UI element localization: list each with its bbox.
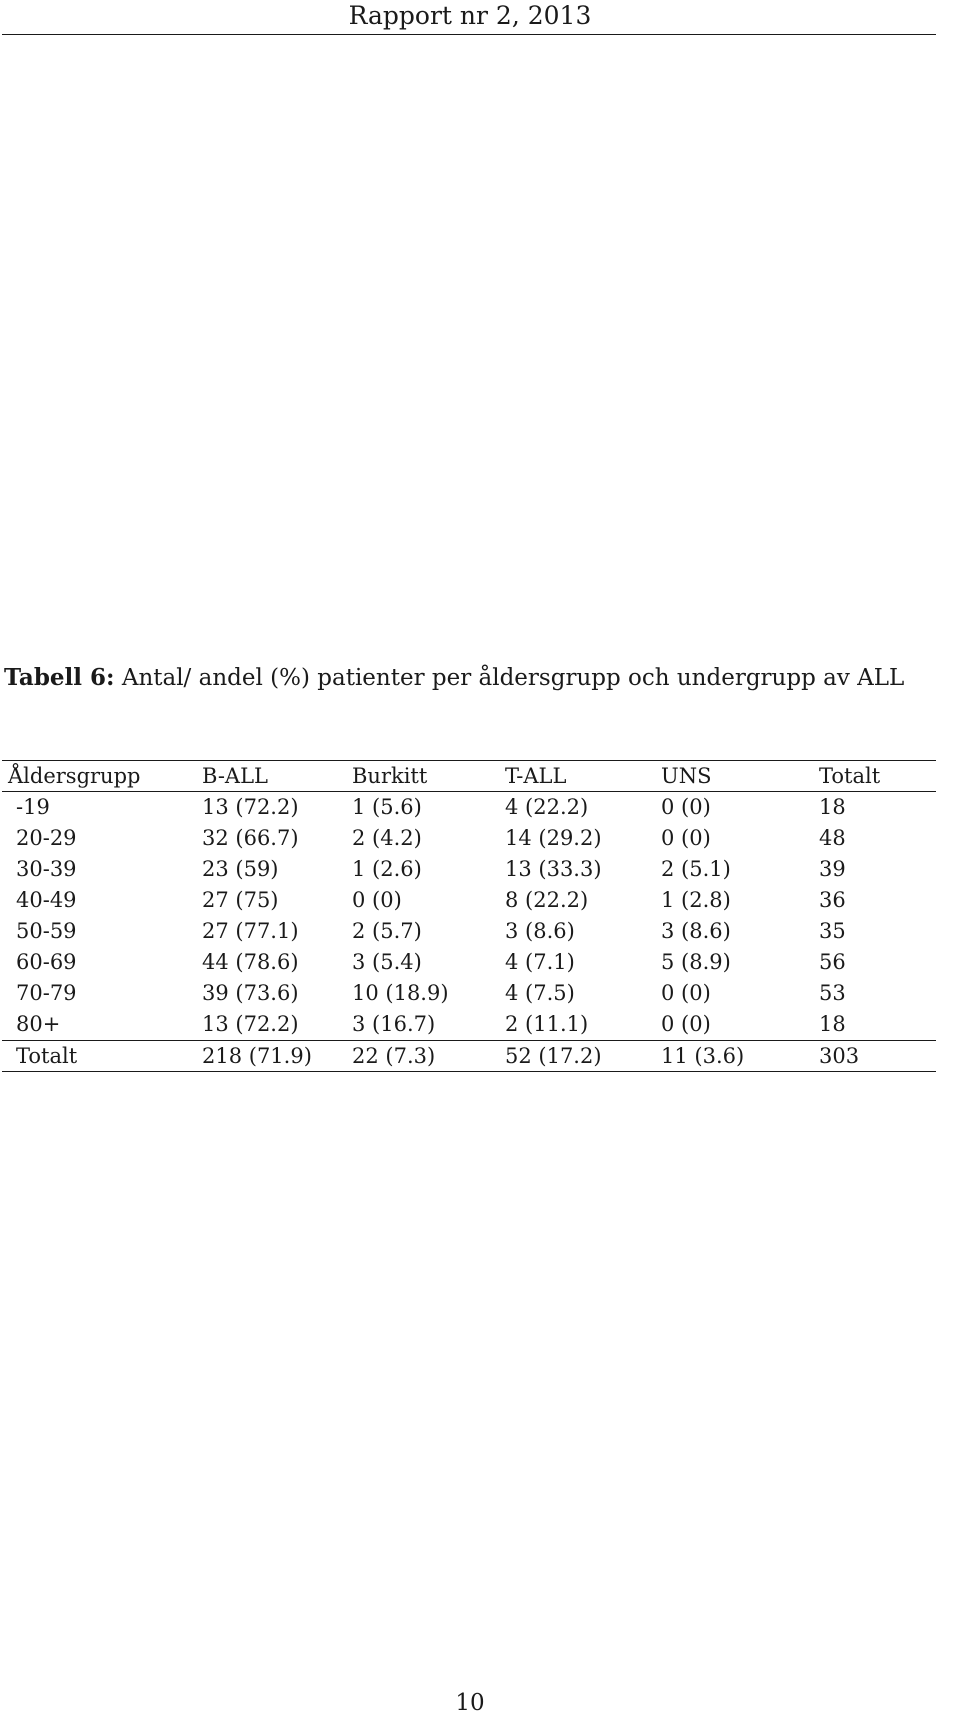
table-cell: 2 (4.2): [352, 826, 422, 850]
table-cell: 1 (5.6): [352, 795, 422, 819]
total-cell: 218 (71.9): [202, 1041, 352, 1072]
table-cell: 27 (77.1): [202, 919, 299, 943]
table-cell: 0 (0): [352, 888, 402, 912]
table-caption: [4, 660, 934, 696]
table-cell: 4 (7.5): [505, 981, 575, 1005]
table-cell: 23 (59): [202, 857, 279, 881]
column-header-uns: UNS: [661, 761, 819, 792]
page-number: 10: [455, 1690, 485, 1716]
total-cell: Totalt: [2, 1041, 202, 1072]
table-cell: 48: [819, 826, 846, 850]
header-rule: [2, 34, 936, 35]
table-cell: 0 (0): [661, 1012, 711, 1036]
table-cell: 60-69: [16, 950, 77, 974]
table-cell: 3 (8.6): [505, 919, 575, 943]
caption-label: Tabell 6:: [4, 664, 115, 691]
table-cell: 80+: [16, 1012, 61, 1036]
table-cell: 27 (75): [202, 888, 279, 912]
table-cell: -19: [16, 795, 50, 819]
age-group-table: [2, 760, 936, 1072]
column-header-burkitt: Burkitt: [352, 761, 505, 792]
table-cell: 18: [819, 795, 846, 819]
table-cell: 39: [819, 857, 846, 881]
table-cell: 1 (2.6): [352, 857, 422, 881]
table-row: [2, 823, 936, 854]
table-cell: 18: [819, 1012, 846, 1036]
table-cell: 32 (66.7): [202, 826, 299, 850]
table-cell: 14 (29.2): [505, 826, 602, 850]
total-cell: 52 (17.2): [505, 1041, 661, 1072]
table-row: [2, 947, 936, 978]
caption-text: Antal/ andel (%) patienter per åldersgrupp och undergrupp av ALL: [121, 665, 905, 691]
table-total-row: [2, 1041, 936, 1072]
table-cell: 4 (22.2): [505, 795, 589, 819]
table-row: [2, 885, 936, 916]
table-row: [2, 978, 936, 1009]
table-cell: 8 (22.2): [505, 888, 589, 912]
table-cell: 53: [819, 981, 846, 1005]
table-cell: 5 (8.9): [661, 950, 731, 974]
total-cell: 11 (3.6): [661, 1041, 819, 1072]
column-header-b-all: B-ALL: [202, 761, 352, 792]
table-cell: 44 (78.6): [202, 950, 299, 974]
table-cell: 0 (0): [661, 795, 711, 819]
table-cell: 56: [819, 950, 846, 974]
column-header-age-group: Åldersgrupp: [2, 761, 202, 792]
table-cell: 50-59: [16, 919, 77, 943]
table-cell: 2 (5.1): [661, 857, 731, 881]
table-cell: 70-79: [16, 981, 77, 1005]
table-cell: 2 (5.7): [352, 919, 422, 943]
table-cell: 35: [819, 919, 846, 943]
table-cell: 0 (0): [661, 981, 711, 1005]
table-cell: 39 (73.6): [202, 981, 299, 1005]
table-cell: 3 (8.6): [661, 919, 731, 943]
table-cell: 13 (72.2): [202, 795, 299, 819]
table-cell: 20-29: [16, 826, 77, 850]
table-row: [2, 854, 936, 885]
table-row: [2, 1009, 936, 1041]
table-cell: 40-49: [16, 888, 77, 912]
table-cell: 10 (18.9): [352, 981, 449, 1005]
table-cell: 13 (72.2): [202, 1012, 299, 1036]
table-cell: 2 (11.1): [505, 1012, 589, 1036]
table-cell: 30-39: [16, 857, 77, 881]
table-cell: 3 (5.4): [352, 950, 422, 974]
total-cell: 303: [819, 1041, 936, 1072]
running-header: Rapport nr 2, 2013: [348, 1, 592, 30]
column-header-t-all: T-ALL: [505, 761, 661, 792]
table-row: [2, 916, 936, 947]
table-cell: 13 (33.3): [505, 857, 602, 881]
total-cell: 22 (7.3): [352, 1041, 505, 1072]
table-cell: 1 (2.8): [661, 888, 731, 912]
table-cell: 36: [819, 888, 846, 912]
table-row: [2, 792, 936, 824]
table-header-row: [2, 761, 936, 792]
table-cell: 4 (7.1): [505, 950, 575, 974]
column-header-total: Totalt: [819, 761, 936, 792]
table-cell: 3 (16.7): [352, 1012, 436, 1036]
table-cell: 0 (0): [661, 826, 711, 850]
